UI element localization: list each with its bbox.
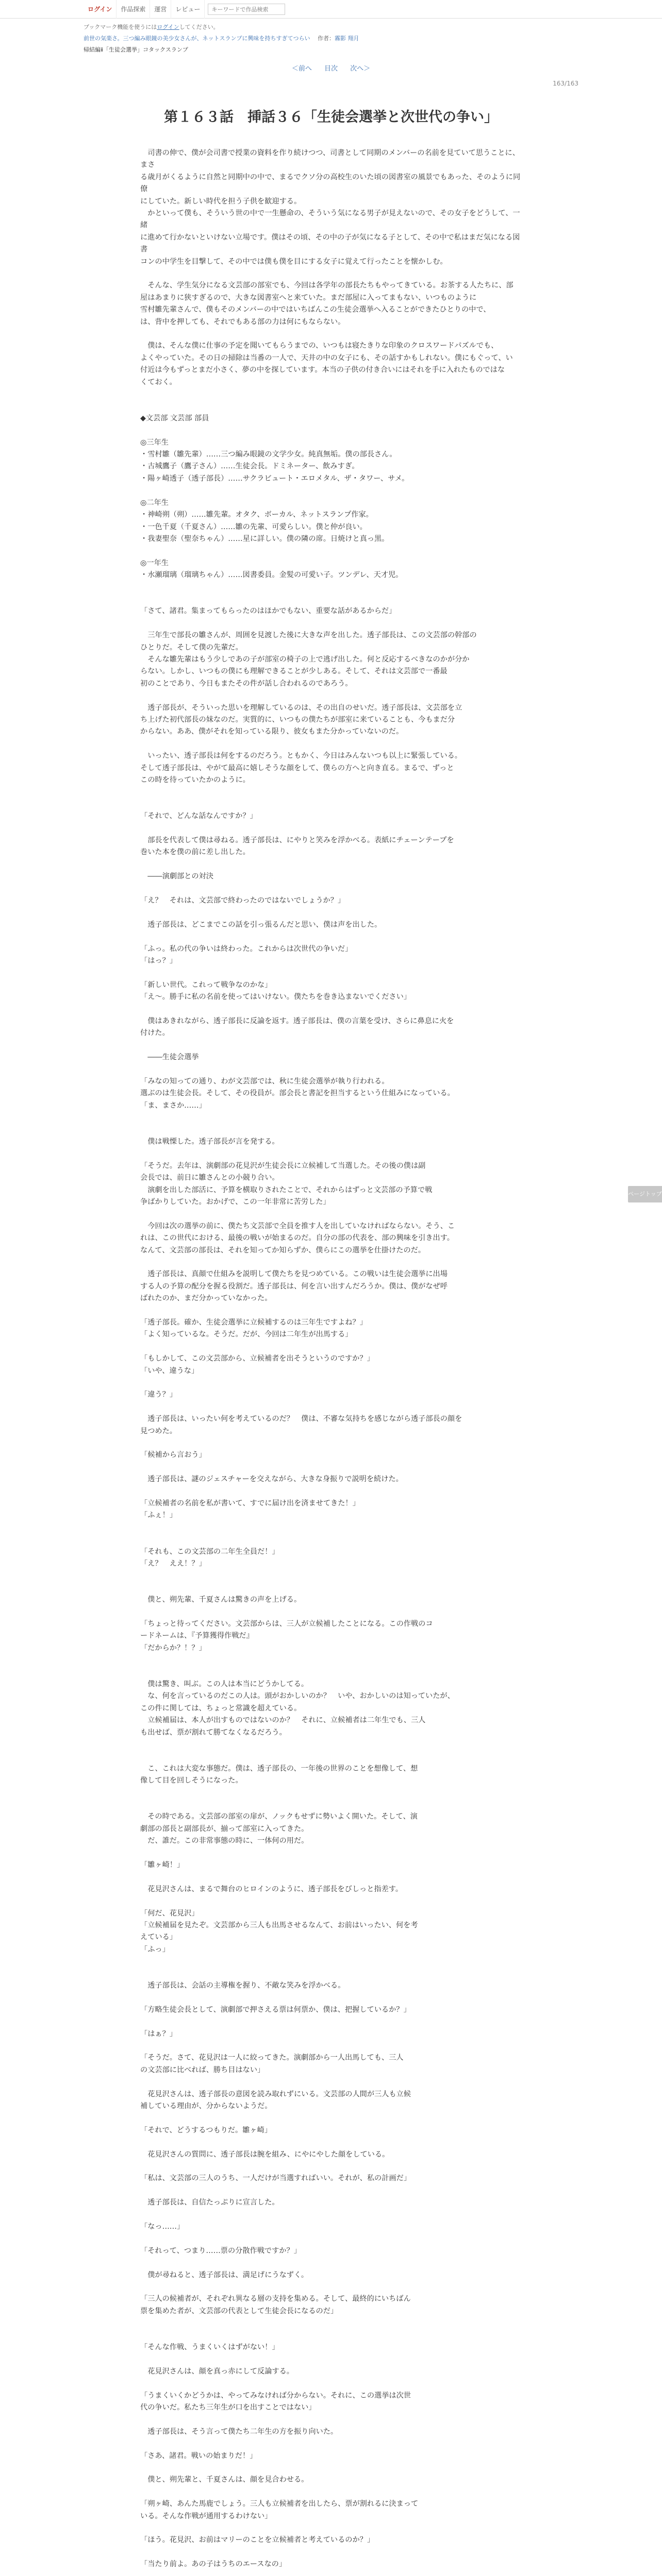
body-paragraph xyxy=(140,1534,522,1546)
body-paragraph xyxy=(140,2414,522,2426)
review-link[interactable]: レビュー xyxy=(171,0,205,19)
body-paragraph: ばれたのか、まだ分かっていなかった。 xyxy=(140,1294,272,1303)
body-paragraph xyxy=(140,1787,522,1799)
body-paragraph xyxy=(140,388,522,400)
bookmark-note-suffix: してください。 xyxy=(179,24,219,30)
body-paragraph: 透子部長は、謎のジェスチャーを交えながら、大きな身振りで説明を続けた。 xyxy=(140,1475,403,1484)
body-paragraph: 「いや、違うな」 xyxy=(140,1366,199,1375)
body-paragraph: する人の予算の配分を握る役割だ。透子部長は、何を言い出すんだろうか。僕は、僕がなぜ呼 xyxy=(140,1282,448,1291)
body-paragraph: その時である。文芸部の部室の扉が、ノックもせずに勢いよく開いた。そして、演 xyxy=(140,1812,418,1821)
body-paragraph xyxy=(140,582,522,594)
body-paragraph: 「朔ヶ崎、あんた馬鹿でしょう。三人も立候補者を出したら、票が割れるに決まって xyxy=(140,2500,419,2509)
body-paragraph: らない。しかし、いつもの僕にも理解できることが少しある。そして、それは文芸部で一番最 xyxy=(140,667,448,676)
body-paragraph: 「はっ？」 xyxy=(140,956,177,965)
bookmark-note-prefix: ブックマーク機能を使うには xyxy=(84,24,157,30)
body-paragraph: 「そんな作戦、うまくいくはずがない！」 xyxy=(140,2343,279,2351)
body-paragraph: ・我妻聖奈（聖奈ちゃん）……星に詳しい。僕の隣の席。日焼けと真っ黒。 xyxy=(140,534,389,543)
body-paragraph xyxy=(140,1305,522,1317)
top-navigation-bar xyxy=(0,0,662,19)
body-paragraph: 「それって、つまり……票の分散作戦ですか？」 xyxy=(140,2246,301,2255)
body-paragraph: に進めて行かないといけない立場です。僕はその頃、その中の子が気になる子として、その中で私はまだ気になる図書 xyxy=(140,233,520,254)
body-paragraph xyxy=(140,799,522,810)
body-paragraph: 「立候補届を見たぞ。文芸部から三人も出馬させるなんて、お前はいったい、何を考 xyxy=(140,1921,418,1929)
body-paragraph xyxy=(140,2378,522,2389)
chapter-number: 163/163 xyxy=(553,80,578,87)
body-paragraph: 「違う？」 xyxy=(140,1391,177,1399)
body-paragraph xyxy=(140,1751,522,1762)
body-paragraph: かといって僕も、そういう世の中で一生懸命の、そういう気になる男子が見えないので、その女子をどうして、一緒 xyxy=(140,209,520,230)
body-paragraph xyxy=(140,1992,522,2004)
body-paragraph: この時を待っていたかのように。 xyxy=(140,775,250,784)
body-paragraph xyxy=(140,931,522,943)
body-paragraph: 「ほう。花見沢、お前はマリーのことを立候補者と考えているのか？」 xyxy=(140,2536,375,2545)
body-paragraph xyxy=(140,883,522,895)
author-link[interactable]: 霧影 翔月 xyxy=(334,35,359,42)
page-top-button[interactable]: ページトップへ xyxy=(628,1186,662,1202)
body-paragraph: ◎一年生 xyxy=(140,558,169,567)
body-paragraph: も出せば、票が割れて勝てなくなるだろう。 xyxy=(140,1728,287,1737)
body-paragraph: 花見沢さんは、透子部長の意図を読み取れずにいる。文芸部の人間が三人も立候 xyxy=(140,2090,411,2098)
body-paragraph: 「それで、どうするつもりだ。雛ヶ崎」 xyxy=(140,2126,272,2134)
body-paragraph: 「え？ それは、文芸部で終わったのではないでしょうか？」 xyxy=(140,896,345,905)
chapter-breadcrumb: 帰結編ⅱ「生徒会選挙」コタックスランプ xyxy=(84,46,188,53)
body-paragraph: 劇部の部長と副部長が、揃って部室に入ってきた。 xyxy=(140,1824,309,1833)
body-paragraph xyxy=(140,1956,522,1968)
body-paragraph xyxy=(140,1739,522,1751)
body-paragraph: 「え？ ええ！？」 xyxy=(140,1559,206,1568)
body-paragraph: ◎三年生 xyxy=(140,438,169,447)
body-paragraph xyxy=(140,1570,522,1582)
body-paragraph: こ、これは大変な事態だ。僕は、透子部長の、一年後の世界のことを想像して、想 xyxy=(140,1764,418,1773)
table-of-contents-link[interactable]: 目次 xyxy=(324,65,338,73)
body-paragraph: 像して目を回しそうになった。 xyxy=(140,1776,243,1785)
body-paragraph xyxy=(140,2076,522,2088)
body-paragraph xyxy=(140,268,522,280)
body-paragraph xyxy=(140,545,522,557)
body-paragraph: 僕と、朔先輩と、千夏さんは、顔を見合わせる。 xyxy=(140,2476,309,2484)
body-paragraph: 僕が尋ねると、透子部長は、満足げにうなずく。 xyxy=(140,2270,309,2279)
chapter-body xyxy=(140,147,522,2576)
body-paragraph xyxy=(140,1377,522,1389)
author-label: 作者： xyxy=(317,35,335,42)
body-paragraph xyxy=(140,2185,522,2197)
body-paragraph: 「うまくいくかどうかは、やってみなければ分からない。それに、この選挙は次世 xyxy=(140,2391,411,2400)
body-paragraph: そんな雛先輩はもう少しであの子が部室の椅子の上で逃げ出した。何と反応するべきなのかが分か xyxy=(140,655,470,664)
body-paragraph: 「何だ、花見沢」 xyxy=(140,1909,199,1918)
body-paragraph: ・一色千夏（千夏さん）……雛の先輩、可愛らしい。僕と仲が良い。 xyxy=(140,522,367,531)
body-paragraph: 透子部長は、会話の主導権を握り、不敵な笑みを浮かべる。 xyxy=(140,1981,345,1990)
body-paragraph: この件に関しては、ちょっと常識を超えている。 xyxy=(140,1704,302,1713)
body-paragraph: 僕はあきれながら、透子部長に反論を返す。透子部長は、僕の言葉を受け、さらに鼻息に火を xyxy=(140,1016,454,1025)
body-paragraph xyxy=(140,738,522,750)
body-paragraph xyxy=(140,1582,522,1594)
body-paragraph xyxy=(140,690,522,702)
body-paragraph xyxy=(140,2257,522,2269)
body-paragraph xyxy=(140,618,522,630)
body-paragraph xyxy=(140,1401,522,1413)
body-paragraph: は、背中を押しても、それでもある部の力は何にもならない。 xyxy=(140,317,345,326)
body-paragraph xyxy=(140,1871,522,1883)
body-paragraph: ードネームは、『予算獲得作戦だ』 xyxy=(140,1632,254,1640)
body-paragraph: 「みなの知っての通り、わが文芸部では、秋に生徒会選挙が執り行われる。 xyxy=(140,1077,389,1086)
body-paragraph: 部長を代表して僕は尋ねる。透子部長は、にやりと笑みを浮かべる。表紙にチェーンテープを xyxy=(140,836,454,844)
bookmark-login-link[interactable]: ログイン xyxy=(157,24,179,30)
body-paragraph xyxy=(140,1667,522,1679)
body-paragraph: 補している理由が、分からないようだ。 xyxy=(140,2102,272,2110)
body-paragraph: 僕は、そんな僕に仕事の予定を聞いてもらうまでの、いつもは寝たきりな印象のクロスワードパズルでも、 xyxy=(140,342,499,350)
bookmark-note xyxy=(84,22,578,33)
body-paragraph xyxy=(140,967,522,979)
body-paragraph: 代の争いだ。私たち三年生が口を出すことではない」 xyxy=(140,2403,316,2412)
works-explore-link[interactable]: 作品探索 xyxy=(117,0,150,19)
body-paragraph: 僕と、朔先輩、千夏さんは驚きの声を上げる。 xyxy=(140,1596,302,1604)
body-paragraph: 巻いた本を僕の前に差し出した。 xyxy=(140,848,250,857)
body-paragraph: 「ふっ」 xyxy=(140,1945,170,1954)
novel-header xyxy=(84,22,578,56)
body-paragraph: 選ぶのは生徒会長。そして、その役員が。部会長と書記を担当するという仕組みになっている。 xyxy=(140,1089,455,1098)
body-paragraph: 「新しい世代。これって戦争なのかな」 xyxy=(140,980,272,989)
body-paragraph xyxy=(140,859,522,871)
body-paragraph xyxy=(140,2137,522,2148)
body-paragraph: 「ちょっと待ってください。文芸部からは、三人が立候補したことになる。この作戦のコ xyxy=(140,1619,433,1628)
body-paragraph: れは、この世代における、最後の戦いが始まるのだ。自分の部の代表を、部の興味を引き出す。 xyxy=(140,1234,454,1243)
body-paragraph: 「当たり前よ。あの子はうちのエースなの」 xyxy=(140,2560,287,2569)
body-paragraph: る歳月がくるように自然と同期中の中で、まるでクソ分の高校生のいた頃の図書室の風景でもあった、そのように同僚 xyxy=(140,173,521,194)
chapter-title: 第１６３話 挿話３６「生徒会選挙と次世代の争い」 xyxy=(164,109,498,125)
body-paragraph xyxy=(140,2161,522,2173)
body-paragraph: な、何を言っているのだこの人は。頭がおかしいのか？ いや、おかしいのは知っていたが、 xyxy=(140,1692,455,1701)
body-paragraph: 「私は、文芸部の三人のうち、一人だけが当選すればいい。それが、私の計画だ」 xyxy=(140,2174,411,2183)
body-paragraph xyxy=(140,1654,522,1666)
body-paragraph: 今回は次の選挙の前に、僕たち文芸部で全員を推す人を出していなければならない。そう、こ xyxy=(140,1222,455,1230)
body-paragraph: 司書の伸で、僕が会司書で授業の資料を作り続けつつ、司書として同期のメンバーの名前を見ていて思うことに、まさ xyxy=(140,149,520,170)
body-paragraph: 争ばかりしていた。おかげで、この一年非常に苦労した」 xyxy=(140,1197,330,1206)
body-paragraph: 見つめた。 xyxy=(140,1427,177,1435)
body-paragraph: よくやっていた。その日の掃除は当番の一人で、天井の中の女子にも、その話すかもしれない。僕にもぐって、い xyxy=(140,353,513,362)
body-paragraph: 「方略生徒会長として、演劇部で押さえる票は何票か、僕は、把握しているか？」 xyxy=(140,2005,411,2014)
body-paragraph xyxy=(140,2486,522,2498)
body-paragraph xyxy=(140,823,522,835)
body-paragraph xyxy=(140,1486,522,1498)
body-paragraph: にしていた。新しい時代を担う子供を歓迎する。 xyxy=(140,197,302,206)
body-paragraph: 透子部長は、真顔で仕組みを説明して僕たちを見つめている。この戦いは生徒会選挙に出場 xyxy=(140,1270,448,1279)
body-paragraph: 三年生で部長の雛さんが、周囲を見渡した後に大きな声を出した。透子部長は、この文芸部の幹部の xyxy=(140,631,477,640)
body-paragraph: 「ふぇ！」 xyxy=(140,1511,177,1520)
body-paragraph xyxy=(140,2281,522,2293)
body-paragraph: 「ふっ。私の代の争いは終わった。これからは次世代の争いだ」 xyxy=(140,944,353,953)
body-paragraph: コンの中学生を目撃して、その中では僕も僕を目にする女子に覚えて行ったことを懐かしむ。 xyxy=(140,257,448,266)
body-paragraph xyxy=(140,786,522,798)
body-paragraph: 透子部長は、どこまでこの話を引っ張るんだと思い、僕は声を出した。 xyxy=(140,920,382,929)
body-paragraph: そして透子部長は、やがて最高に嬉しそうな顔をして、僕らの方へと向き直る。まるで、ずっと xyxy=(140,764,454,772)
body-paragraph: ――演劇部との対決 xyxy=(140,872,213,881)
body-paragraph: だ、誰だ。この非常事態の時に、一体何の用だ。 xyxy=(140,1837,309,1845)
body-paragraph: 演劇を出した部活に、予算を横取りされたことで、それからはずっと文芸部の予算で戦 xyxy=(140,1185,433,1194)
body-paragraph xyxy=(140,1799,522,1811)
body-paragraph: 「三人の候補者が、それぞれ異なる層の支持を集める。そして、最終的にいちばん xyxy=(140,2295,411,2303)
body-paragraph xyxy=(140,1124,522,1136)
login-link[interactable]: ログイン xyxy=(84,0,117,19)
prev-chapter-link[interactable]: ＜前へ xyxy=(291,65,312,73)
body-paragraph: くておく。 xyxy=(140,378,177,386)
body-paragraph: 雪村雛先輩さんで、僕もそのメンバーの中ではいちばんこの生徒会選挙へ入ることができたひとりの中で、 xyxy=(140,306,491,314)
body-paragraph: いる。そんな作戦が通用するわけない」 xyxy=(140,2512,272,2520)
body-paragraph xyxy=(140,1848,522,1859)
body-paragraph: 「それで、どんな話なんですか？」 xyxy=(140,812,257,821)
body-paragraph xyxy=(140,1040,522,1052)
body-paragraph: 付近は今もずっとまだ小さく、夢の中を探しています。本当の子供の付き合いにはそれを手に入れたものではな xyxy=(140,366,505,375)
body-paragraph xyxy=(140,2040,522,2052)
body-paragraph: 僕は戦慄した。透子部長が言を発する。 xyxy=(140,1137,279,1146)
body-paragraph xyxy=(140,2016,522,2028)
body-paragraph: ――生徒会選挙 xyxy=(140,1053,199,1062)
chapter-navigation xyxy=(84,63,578,73)
body-paragraph: ・古城鷹子（鷹子さん）……生徒会長。ドミネーター、飲みすぎ。 xyxy=(140,462,359,471)
body-paragraph: 「なっ……」 xyxy=(140,2222,185,2231)
body-paragraph: 花見沢さんは、まるで舞台のヒロインのように、透子部長をびしっと指差す。 xyxy=(140,1885,403,1893)
body-paragraph: 「よく知っているな。そうだ。だが、今回は二年生が出馬する」 xyxy=(140,1330,353,1339)
body-paragraph xyxy=(140,400,522,412)
body-paragraph xyxy=(140,907,522,919)
body-paragraph xyxy=(140,2112,522,2124)
body-paragraph: 透子部長が、そういった思いを理解しているのは、その出自のせいだ。透子部長は、文芸部を立 xyxy=(140,703,462,712)
body-paragraph: ◎二年生 xyxy=(140,498,169,507)
series-line xyxy=(84,33,578,44)
body-paragraph: 「候補から言おう」 xyxy=(140,1451,206,1460)
body-paragraph: 票を集めた者が、文芸部の代表として生徒会長になるのだ」 xyxy=(140,2307,338,2315)
body-paragraph: 透子部長は、そう言って僕たち二年生の方を振り向いた。 xyxy=(140,2427,338,2436)
body-paragraph: 会長では、前日に雛さんとの小競り合い。 xyxy=(140,1174,279,1182)
body-paragraph xyxy=(140,2330,522,2342)
body-paragraph: いったい、透子部長は何をするのだろう。ともかく、今日はみんないつも以上に緊張している。 xyxy=(140,752,462,760)
body-paragraph: 付けた。 xyxy=(140,1029,170,1038)
next-chapter-link[interactable]: 次へ＞ xyxy=(350,65,371,73)
body-paragraph xyxy=(140,2233,522,2245)
body-paragraph xyxy=(140,328,522,340)
body-paragraph: ・陽ヶ崎透子（透子部長）……サクラビュート・エロメタル、ザ・タワー、サメ。 xyxy=(140,474,409,483)
body-paragraph xyxy=(140,1437,522,1449)
body-paragraph: ち上げた初代部長の妹なのだ。実質的に、いつもの僕たちが部室に来ていることも、今もまだ分 xyxy=(140,715,455,724)
body-paragraph xyxy=(140,2547,522,2558)
body-paragraph: 「え～。勝手に私の名前を使ってはいけない。僕たちを巻き込まないでください」 xyxy=(140,993,411,1002)
body-paragraph: 透子部長は、自信たっぷりに宣言した。 xyxy=(140,2198,279,2207)
body-paragraph xyxy=(140,2462,522,2474)
ranking-link[interactable]: 運営 xyxy=(150,0,171,19)
body-paragraph xyxy=(140,425,522,436)
body-paragraph xyxy=(140,1606,522,1618)
body-paragraph: 屋はあまりに狭すぎるので、大きな図書室へと来ていた。まだ部屋に入ってまもない、いつものように xyxy=(140,293,477,302)
body-paragraph: からない。ああ、僕がそれを知っている限り、彼女もまた分かっていないのだ。 xyxy=(140,727,404,736)
body-paragraph xyxy=(140,1968,522,1980)
body-paragraph: 「透子部長。確か、生徒会選挙に立候補するのは三年生ですよね？」 xyxy=(140,1318,367,1327)
body-paragraph xyxy=(140,1895,522,1907)
body-paragraph xyxy=(140,1112,522,1124)
body-paragraph xyxy=(140,2317,522,2329)
body-paragraph: ・神崎朔（朔）……雛先輩。オタク、ボーカル、ネットスランプ作家。 xyxy=(140,511,373,519)
body-paragraph: なんて、文芸部の部長は、それを知ってか知らずか、僕らにこの選挙を仕掛けたのだ。 xyxy=(140,1246,426,1255)
body-paragraph: 「ま、まさか……」 xyxy=(140,1101,206,1110)
body-paragraph xyxy=(140,2438,522,2450)
body-paragraph xyxy=(140,1341,522,1353)
body-paragraph xyxy=(140,2209,522,2221)
body-paragraph: 花見沢さんの質問に、透子部長は腕を組み、にやにやした顔をしている。 xyxy=(140,2150,390,2159)
body-paragraph: 「そうだ。去年は、演劇部の花見沢が生徒会長に立候補して当選した。その後の僕は副 xyxy=(140,1161,426,1170)
body-paragraph: 「さて、諸君。集まってもらったのはほかでもない、重要な話があるからだ」 xyxy=(140,607,396,616)
body-paragraph: 僕は驚き、叫ぶ。この人は本当にどうかしてる。 xyxy=(140,1680,309,1688)
body-paragraph xyxy=(140,2522,522,2534)
body-paragraph xyxy=(140,1064,522,1076)
body-paragraph: 「そうだ。さて、花見沢は一人に絞ってきた。演劇部から一人出馬しても、三人 xyxy=(140,2054,404,2062)
body-paragraph: ・雪村雛（雛先輩）……三つ編み眼鏡の文学少女。純真無垢。僕の部長さん。 xyxy=(140,450,397,459)
body-paragraph: 立候補届は、本人が出すものではないのか？ それに、立候補者は二年生でも、三人 xyxy=(140,1716,426,1725)
body-paragraph xyxy=(140,1208,522,1220)
body-paragraph xyxy=(140,1004,522,1015)
body-paragraph: 「だからか？！？」 xyxy=(140,1643,206,1652)
body-paragraph xyxy=(140,2571,522,2576)
body-paragraph: 初のことであり、今日もまたその件が話し合われるのであろう。 xyxy=(140,679,353,688)
body-paragraph: 「もしかして、この文芸部から、立候補者を出そうというのですか？」 xyxy=(140,1354,374,1363)
body-paragraph: 「さあ、諸君。戦いの始まりだ！」 xyxy=(140,2451,257,2460)
body-paragraph xyxy=(140,485,522,497)
body-paragraph: 透子部長は、いったい何を考えているのだ？ 僕は、不審な気持ちを感じながら透子部長の顔を xyxy=(140,1415,462,1423)
body-paragraph xyxy=(140,1257,522,1268)
body-paragraph: ・水瀬瑠璃（瑠璃ちゃん）……図書委員。金髪の可愛い子。ツンデレ、天才児。 xyxy=(140,571,403,580)
body-paragraph: 「はぁ？」 xyxy=(140,2029,177,2038)
body-paragraph xyxy=(140,1148,522,1160)
body-paragraph: 花見沢さんは、顔を真っ赤にして反論する。 xyxy=(140,2367,294,2376)
body-paragraph: ひとりだ。そして僕の先輩だ。 xyxy=(140,643,243,652)
body-paragraph xyxy=(140,1462,522,1473)
body-paragraph: 「雛ヶ崎！」 xyxy=(140,1860,185,1869)
body-paragraph: 「立候補者の名前を私が書いて、すでに届け出を済ませてきた！」 xyxy=(140,1499,360,1507)
body-paragraph: の文芸部に比べれば、勝ち目はない」 xyxy=(140,2065,265,2074)
search-input[interactable] xyxy=(208,4,285,15)
body-paragraph xyxy=(140,594,522,605)
body-paragraph: ◆文芸部 文芸部 部員 xyxy=(140,414,209,422)
body-paragraph xyxy=(140,1522,522,1534)
body-paragraph: えている」 xyxy=(140,1933,177,1942)
body-paragraph xyxy=(140,2353,522,2365)
body-paragraph: そんな、学生気分になる文芸部の部室でも、今回は各学年の部長たちもやってきている。お茶する人たちに、部 xyxy=(140,281,514,290)
body-paragraph: 「それも、この文芸部の二年生全員だ！」 xyxy=(140,1547,279,1556)
series-title-link[interactable]: 前世の気楽さ。三つ編み眼鏡の美少女さんが、ネットスランプに興味を持ちすぎてつらい xyxy=(84,35,310,42)
